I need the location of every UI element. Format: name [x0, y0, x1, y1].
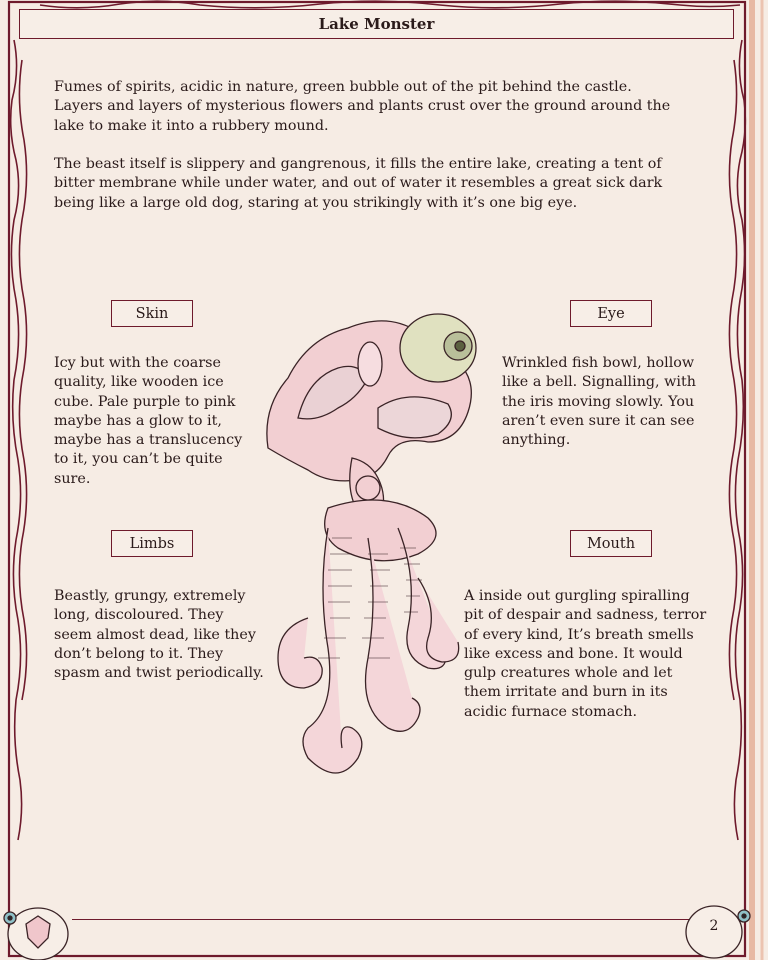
limbs-description: Beastly, grungy, extremely long, discoloured. They seem almost dead, like they don’t belong to it. They spasm and twist periodically. [54, 588, 264, 682]
page-title: Lake Monster [19, 9, 734, 39]
lake-monster-illustration [258, 298, 484, 790]
intro-paragraph-1: Fumes of spirits, acidic in nature, green bubble out of the pit behind the castle. Layers and layers of mysterious flowers and plants crust over the ground around the lake to make it into a rubbery mound. [54, 79, 671, 134]
skin-description: Icy but with the coarse quality, like wooden ice cube. Pale purple to pink maybe has a glow to it, maybe has a translucency to it, you can’t be quite sure. [54, 355, 243, 487]
eye-description: Wrinkled fish bowl, hollow like a bell. Signalling, with the iris moving slowly. You aren’t even sure it can see anything. [502, 355, 696, 449]
limbs-label: Limbs [111, 530, 193, 557]
mouth-label: Mouth [570, 530, 652, 557]
eye-label: Eye [570, 300, 652, 327]
corner-ornament-left [0, 896, 72, 960]
skin-label: Skin [111, 300, 193, 327]
mouth-description: A inside out gurgling spiralling pit of despair and sadness, terror of every kind, It’s breath smells like excess and bone. It would gulp creatures whole and let them irritate and burn in its acidic furnace stomach. [464, 588, 707, 720]
intro-paragraph-2: The beast itself is slippery and gangrenous, it fills the entire lake, creating a tent of bitter membrane while under water, and out of water it resembles a great sick dark being like a large old dog, staring at you strikingly with it’s one big eye. [54, 156, 663, 211]
bottom-rule [72, 919, 696, 920]
page-number: 2 [709, 918, 719, 934]
